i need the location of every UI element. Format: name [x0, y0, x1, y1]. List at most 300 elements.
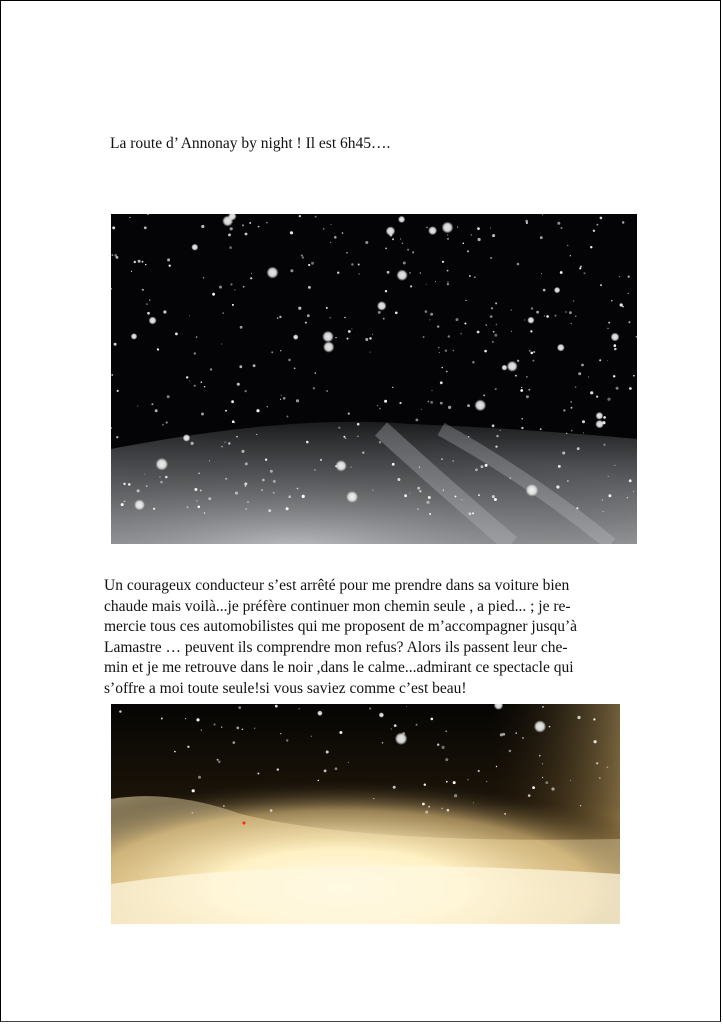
snowflake: [542, 777, 543, 778]
snowflake: [452, 460, 454, 462]
snowflake: [137, 489, 140, 492]
snowflake: [397, 478, 400, 481]
snowflake: [607, 767, 609, 769]
snowflake: [365, 338, 368, 341]
snowflake: [378, 311, 381, 314]
snowflake: [155, 409, 158, 412]
snowflake: [424, 784, 426, 786]
snowflake: [271, 351, 273, 353]
snowflake: [346, 252, 348, 254]
snowflake: [270, 470, 273, 473]
snowflake: [219, 286, 222, 289]
snowflake: [236, 436, 238, 438]
snowflake: [280, 733, 281, 734]
snowflake: [194, 385, 196, 387]
snowflake: [335, 337, 336, 338]
snowflake: [426, 284, 427, 285]
snowflake: [302, 256, 304, 258]
snowflake: [337, 272, 339, 274]
snowflake: [257, 773, 259, 775]
snowflake: [540, 428, 542, 430]
snowflake: [344, 317, 345, 318]
snowflake: [507, 361, 518, 372]
snowflake: [189, 315, 190, 316]
snowflake: [431, 718, 434, 721]
snowflake: [448, 335, 450, 337]
snowflake: [445, 730, 447, 732]
snowflake: [467, 779, 468, 780]
snowflake: [198, 473, 199, 474]
snowflake: [579, 267, 581, 269]
snowflake: [447, 281, 448, 282]
paragraph-line: chaude mais voilà...je préfère continuer mon chemin seule , a pied... ; je re-: [104, 597, 571, 615]
snowflake: [454, 794, 457, 797]
snowflake: [290, 231, 293, 234]
snowflake: [329, 317, 331, 319]
snowflake: [416, 724, 418, 726]
snowflake: [396, 270, 407, 281]
snowflake: [288, 495, 291, 498]
snowflake: [138, 260, 141, 263]
snowflake: [142, 261, 144, 263]
snowflake: [532, 786, 535, 789]
snowflake: [196, 336, 197, 337]
snowflake: [251, 273, 252, 274]
snowflake: [131, 271, 132, 272]
snowflake: [301, 255, 303, 257]
snowflake: [395, 312, 398, 315]
snowflake: [313, 387, 315, 389]
snowflake: [137, 405, 138, 406]
snowflake: [345, 438, 347, 440]
snowflake: [419, 467, 420, 468]
snowflake: [403, 262, 406, 265]
snowflake: [267, 406, 268, 407]
snowflake: [531, 307, 534, 310]
snowflake: [232, 420, 235, 423]
snowflake: [373, 798, 374, 799]
paragraph: [104, 576, 628, 699]
snowflake: [571, 430, 573, 432]
snowflake: [447, 809, 450, 812]
snowflake: [417, 508, 419, 510]
snowflake: [198, 776, 201, 779]
snowflake: [275, 705, 278, 708]
snowflake: [430, 401, 433, 404]
snowflake: [204, 512, 206, 514]
snowflake: [357, 423, 360, 426]
paragraph-line: s’offre a moi toute seule!si vous saviez comme c’est beau!: [104, 679, 467, 697]
snowflake: [582, 420, 585, 423]
snowflake: [599, 777, 601, 779]
snowflake: [595, 420, 604, 429]
snowflake: [437, 325, 439, 327]
snowflake: [385, 290, 387, 292]
snowflake: [448, 406, 451, 409]
snowflake: [478, 770, 480, 772]
snowflake: [377, 405, 378, 406]
snowflake: [203, 277, 205, 279]
snowflake: [146, 303, 147, 304]
snowflake: [465, 300, 466, 301]
snowflake: [159, 476, 160, 477]
snowflake: [440, 381, 443, 384]
snowflake: [483, 394, 485, 396]
snowflake: [324, 770, 327, 773]
snowflake: [473, 802, 474, 803]
snowflake: [522, 737, 524, 739]
snowflake: [234, 289, 235, 290]
snowflake: [370, 352, 371, 353]
photo-2-drawing: [111, 704, 620, 924]
snowflake: [406, 706, 407, 707]
snowflake: [469, 275, 471, 277]
snowflake: [501, 365, 507, 371]
snowflake: [297, 488, 299, 490]
snowflake: [580, 805, 581, 806]
snowflake: [620, 303, 623, 306]
snowflake: [492, 341, 494, 343]
snowflake: [399, 402, 401, 404]
snowflake: [540, 236, 543, 239]
snowflake: [196, 718, 199, 721]
snowflake: [521, 387, 522, 388]
snowflake: [509, 477, 511, 479]
snowflake: [477, 331, 480, 334]
snowflake: [629, 387, 632, 390]
snowflake: [299, 708, 300, 709]
snowflake: [526, 395, 529, 398]
snowflake: [277, 317, 279, 319]
snowflake: [244, 482, 247, 485]
snowflake: [299, 215, 301, 217]
snowflake: [517, 360, 519, 362]
snowflake: [468, 436, 469, 437]
snowflake: [556, 485, 559, 488]
snowflake: [144, 226, 147, 229]
snowflake: [490, 315, 493, 318]
snowflake: [533, 351, 535, 353]
snowflake: [293, 334, 299, 340]
snowflake: [249, 222, 251, 224]
snowflake: [156, 458, 169, 471]
snowflake: [201, 225, 204, 228]
snowflake: [633, 375, 635, 377]
snowflake: [245, 390, 247, 392]
snowflake: [189, 380, 190, 381]
snowflake: [279, 316, 281, 318]
snowflake: [256, 434, 257, 435]
snowflake: [426, 501, 429, 504]
snowflake: [398, 216, 405, 223]
snowflake: [326, 390, 328, 392]
snowflake: [440, 402, 443, 405]
snowflake: [201, 413, 204, 416]
snowflake: [392, 387, 393, 388]
snowflake: [474, 277, 476, 279]
snowflake: [558, 465, 561, 468]
snowflake: [163, 310, 166, 313]
snowflake: [525, 220, 528, 223]
snowflake: [542, 214, 543, 215]
snowflake: [447, 283, 449, 285]
snowflake: [157, 349, 159, 351]
snowflake: [240, 326, 243, 329]
snowflake: [121, 503, 124, 506]
snowflake: [258, 226, 260, 228]
snowflake: [362, 452, 364, 454]
snowflake: [306, 441, 309, 444]
snowflake: [230, 227, 233, 230]
snowflake: [543, 289, 546, 292]
snowflake: [461, 333, 462, 334]
snowflake: [521, 418, 523, 420]
snowflake: [581, 364, 584, 367]
snowflake: [277, 768, 279, 770]
photo-snowy-night-road: [111, 214, 637, 544]
snowflake: [286, 416, 288, 418]
snowflake: [542, 706, 544, 708]
snowflake: [318, 780, 320, 782]
snowflake: [565, 311, 567, 313]
snowflake: [577, 447, 580, 450]
snowflake: [412, 251, 414, 253]
snowflake: [395, 732, 408, 745]
snowflake: [419, 490, 421, 492]
snowflake: [290, 269, 293, 272]
snowflake: [267, 267, 279, 279]
snowflake: [421, 409, 422, 410]
snowflake: [112, 226, 115, 229]
photo-headlights-snowy-road: [111, 704, 620, 924]
snowflake: [500, 430, 501, 431]
snowflake: [335, 460, 346, 471]
snowflake: [608, 494, 611, 497]
snowflake: [490, 228, 491, 229]
snowflake: [590, 246, 592, 248]
snowflake: [428, 496, 431, 499]
snowflake: [493, 331, 495, 333]
snowflake: [116, 436, 118, 438]
snowflake: [369, 337, 371, 339]
snowflake: [528, 389, 530, 391]
snowflake: [464, 323, 466, 325]
snowflake: [442, 367, 443, 368]
snowflake: [455, 496, 457, 498]
snowflake: [314, 469, 315, 470]
snowflake: [338, 427, 340, 429]
snowflake: [536, 311, 539, 314]
snowflake: [358, 264, 360, 266]
snowflake: [520, 389, 523, 392]
snowflake: [437, 744, 439, 746]
snowflake: [619, 276, 620, 277]
snowflake: [447, 238, 449, 240]
snowflake: [167, 258, 170, 261]
snowflake: [242, 729, 244, 731]
snowflake: [224, 442, 225, 443]
snowflake: [142, 289, 144, 291]
snowflake: [250, 277, 252, 279]
snowflake: [567, 480, 569, 482]
snowflake: [305, 322, 307, 324]
snowflake: [629, 479, 632, 482]
snowflake: [607, 328, 608, 329]
snowflake: [112, 254, 114, 256]
paragraph-line: mercie tous ces automobilistes qui me proposent de m’accompagner jusqu’à: [104, 618, 578, 635]
snowflake: [410, 493, 411, 494]
snowflake: [221, 446, 223, 448]
snowflake: [435, 281, 436, 282]
snowflake: [296, 399, 299, 402]
snowflake: [393, 786, 396, 789]
snowflake: [114, 254, 117, 257]
snowflake: [169, 265, 171, 267]
snowflake: [530, 330, 532, 332]
snowflake: [528, 794, 531, 797]
snowflake: [495, 446, 497, 448]
snowflake: [471, 234, 473, 236]
photo-1-drawing: [111, 214, 637, 544]
snowflake: [221, 727, 222, 728]
snowflake: [555, 315, 557, 317]
snowflake: [390, 234, 393, 237]
snowflake: [232, 304, 234, 306]
snowflake: [539, 755, 541, 757]
snowflake: [461, 499, 462, 500]
snowflake: [326, 751, 329, 754]
page-heading: La route d’ Annonay by night ! Il est 6h45….: [110, 135, 391, 152]
snowflake: [490, 257, 492, 259]
snowflake: [228, 234, 231, 237]
snowflake: [611, 333, 620, 342]
snowflake: [570, 255, 571, 256]
snowflake: [144, 474, 145, 475]
snowflake: [611, 300, 612, 301]
snowflake: [504, 813, 506, 815]
snowflake: [607, 360, 608, 361]
snowflake: [222, 312, 224, 314]
snowflake: [201, 730, 202, 731]
snowflake: [467, 250, 469, 252]
snowflake: [491, 307, 493, 309]
snowflake: [238, 706, 241, 709]
snowflake: [603, 416, 606, 419]
snowflake: [273, 492, 275, 494]
snowflake: [235, 492, 238, 495]
snowflake: [524, 319, 525, 320]
snowflake: [315, 216, 317, 218]
snowflake: [283, 397, 286, 400]
snowflake: [596, 412, 604, 420]
snowflake: [394, 724, 397, 727]
snowflake: [234, 422, 235, 423]
snowflake: [247, 501, 249, 503]
snowflake: [146, 485, 147, 486]
snowflake: [166, 421, 168, 423]
snowflake: [423, 336, 425, 338]
snowflake: [542, 763, 543, 764]
snowflake: [117, 390, 119, 392]
snowflake: [571, 407, 573, 409]
snowflake: [557, 344, 565, 352]
snowflake: [428, 806, 430, 808]
snowflake: [323, 228, 325, 230]
snowflake: [270, 809, 273, 812]
snowflake: [262, 479, 265, 482]
snowflake: [147, 312, 150, 315]
snowflake: [428, 226, 437, 235]
snowflake: [334, 236, 337, 239]
snowflake: [330, 242, 331, 243]
snowflake: [563, 409, 565, 411]
snowflake: [348, 330, 351, 333]
snowflake: [597, 224, 599, 226]
snowflake: [114, 343, 117, 346]
snowflake: [400, 238, 401, 239]
snowflake: [174, 751, 176, 753]
snowflake: [237, 383, 240, 386]
snowflake: [379, 408, 380, 409]
snowflake: [600, 217, 603, 220]
snowflake: [317, 710, 323, 716]
snowflake: [392, 463, 395, 466]
snowflake: [496, 766, 497, 767]
snowflake: [187, 746, 189, 748]
snowflake: [210, 368, 212, 370]
snowflake: [145, 264, 146, 265]
snowflake: [439, 352, 440, 353]
snowflake: [566, 433, 567, 434]
snowflake: [387, 271, 390, 274]
snowflake: [123, 483, 125, 485]
snowflake: [350, 467, 351, 468]
snowflake: [607, 398, 610, 401]
snowflake: [416, 419, 419, 422]
snowflake: [351, 263, 353, 265]
snowflake: [196, 500, 197, 501]
snowflake: [236, 727, 239, 730]
snowflake: [447, 234, 448, 235]
snowflake: [323, 341, 334, 352]
snowflake: [467, 404, 470, 407]
snowflake: [217, 759, 219, 761]
snowflake: [218, 761, 221, 764]
snowflake: [472, 512, 474, 514]
snowflake: [198, 506, 201, 509]
snowflake: [335, 767, 338, 770]
snowflake: [162, 424, 164, 426]
snowflake: [246, 508, 247, 509]
snowflake: [622, 221, 624, 223]
snowflake: [315, 372, 316, 373]
snowflake: [134, 261, 136, 263]
snowflake: [245, 485, 247, 487]
snowflake: [492, 234, 495, 237]
snowflake: [308, 264, 310, 266]
snowflake: [256, 409, 259, 412]
snowflake: [445, 758, 448, 761]
snowflake: [560, 271, 563, 274]
snowflake: [281, 395, 282, 396]
snowflake: [485, 324, 487, 326]
snowflake: [187, 506, 189, 508]
snowflake: [358, 273, 359, 274]
snowflake: [268, 509, 271, 512]
snowflake: [124, 501, 126, 503]
snowflake: [469, 512, 472, 515]
snowflake: [280, 350, 281, 351]
